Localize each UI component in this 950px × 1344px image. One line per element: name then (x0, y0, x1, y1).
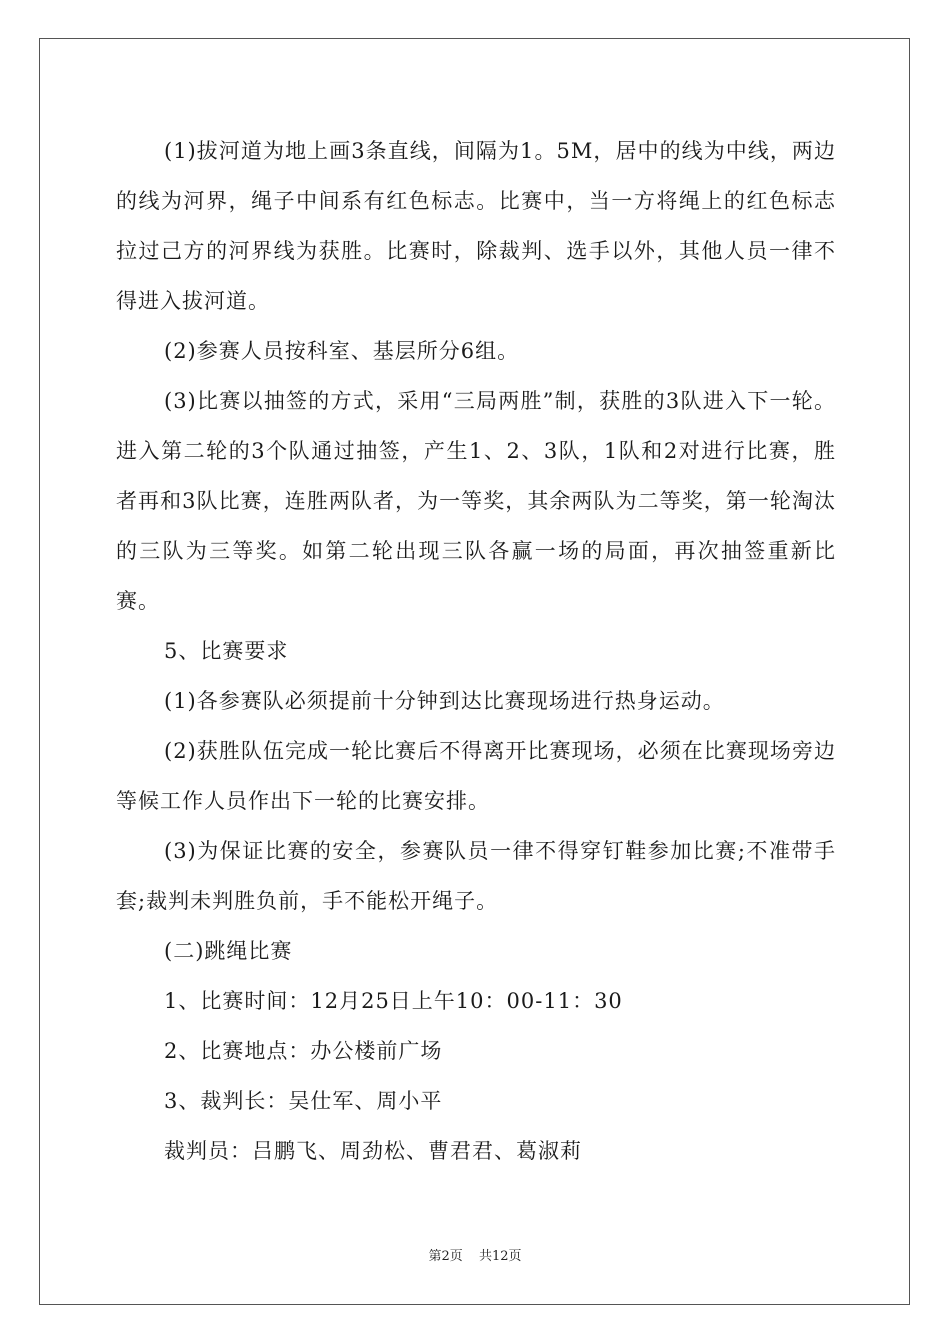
paragraph-match-time: 1、比赛时间：12月25日上午10：00-11：30 (164, 989, 623, 1013)
paragraph-requirement-3: (3)为保证比赛的安全，参赛队员一律不得穿钉鞋参加比赛;不准带手套;裁判未判胜负前，手不能松开绳子。 (116, 839, 836, 913)
section-heading-requirements: 5、比赛要求 (164, 639, 289, 663)
page-number-current: 第2页 (428, 1249, 463, 1264)
paragraph-chief-referee: 3、裁判长：吴仕军、周小平 (164, 1089, 443, 1113)
paragraph-requirement-1: (1)各参赛队必须提前十分钟到达比赛现场进行热身运动。 (164, 689, 725, 713)
paragraph-match-location: 2、比赛地点：办公楼前广场 (164, 1039, 443, 1063)
page-footer (0, 1245, 950, 1264)
paragraph-referees: 裁判员：吕鹏飞、周劲松、曹君君、葛淑莉 (164, 1139, 582, 1163)
paragraph-requirement-2: (2)获胜队伍完成一轮比赛后不得离开比赛现场，必须在比赛现场旁边等候工作人员作出下一轮的比赛安排。 (116, 739, 836, 813)
section-heading-rope-skipping: (二)跳绳比赛 (164, 939, 293, 963)
document-body (116, 126, 836, 1176)
paragraph-tug-of-war-lane: (1)拔河道为地上画3条直线，间隔为1。5M，居中的线为中线，两边的线为河界，绳子中间系有红色标志。比赛中，当一方将绳上的红色标志拉过己方的河界线为获胜。比赛时，除裁判、选手以外，其他人员一律不得进入拔河道。 (116, 139, 836, 313)
paragraph-groups: (2)参赛人员按科室、基层所分6组。 (164, 339, 520, 363)
page-number-total: 共12页 (478, 1249, 522, 1264)
paragraph-match-format: (3)比赛以抽签的方式，采用“三局两胜”制，获胜的3队进入下一轮。进入第二轮的3个队通过抽签，产生1、2、3队，1队和2对进行比赛，胜者再和3队比赛，连胜两队者，为一等奖，其余两队为二等奖，第一轮淘汰的三队为三等奖。如第二轮出现三队各赢一场的局面，再次抽签重新比赛。 (116, 389, 836, 613)
